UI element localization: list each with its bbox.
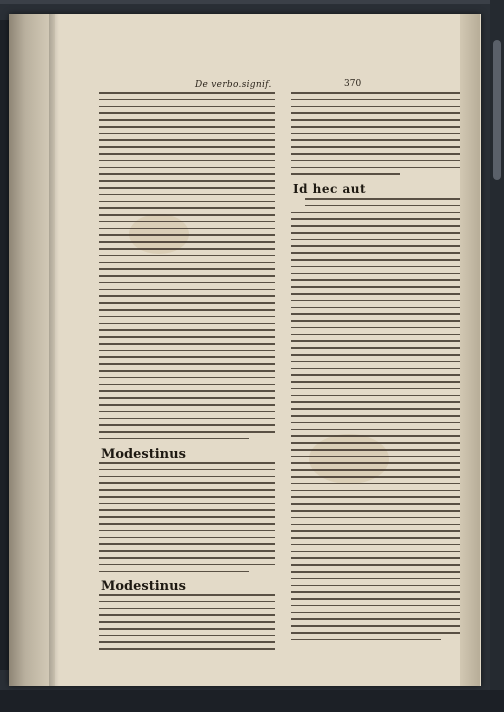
text-line <box>99 119 275 121</box>
text-line <box>99 92 275 94</box>
text-line <box>99 356 275 358</box>
text-line <box>291 632 467 634</box>
text-line <box>99 621 275 623</box>
text-line <box>291 381 467 383</box>
text-line <box>99 530 275 532</box>
text-line <box>99 384 275 386</box>
text-line <box>99 411 275 413</box>
text-line <box>291 557 467 559</box>
text-line <box>291 442 467 444</box>
text-line <box>291 218 467 220</box>
text-line <box>99 228 275 230</box>
text-line <box>99 255 275 257</box>
text-line <box>291 483 467 485</box>
text-line <box>99 509 275 511</box>
text-line <box>99 476 275 478</box>
text-line <box>99 323 275 325</box>
text-line <box>99 160 275 162</box>
text-line <box>99 173 275 175</box>
text-line <box>99 275 275 277</box>
text-line <box>99 628 275 630</box>
text-line <box>291 401 467 403</box>
scrollbar-thumb[interactable] <box>493 40 501 180</box>
text-line <box>291 612 467 614</box>
text-line <box>291 354 467 356</box>
text-line <box>99 404 275 406</box>
text-line <box>291 537 467 539</box>
text-line <box>291 167 467 169</box>
text-line <box>99 377 275 379</box>
text-line <box>291 395 467 397</box>
text-line <box>305 198 467 200</box>
text-line <box>99 262 275 264</box>
viewer-left-edge <box>0 20 9 670</box>
text-line <box>99 146 275 148</box>
text-line <box>291 462 467 464</box>
section-heading: Id hec aut <box>293 182 367 196</box>
text-line <box>291 160 467 162</box>
text-line <box>291 259 467 261</box>
text-line <box>291 106 467 108</box>
text-line <box>291 146 467 148</box>
text-line <box>291 469 467 471</box>
text-line <box>99 503 275 505</box>
text-line <box>291 578 467 580</box>
text-line <box>99 469 275 471</box>
text-line <box>291 119 467 121</box>
text-line <box>291 139 467 141</box>
text-line <box>99 106 275 108</box>
text-line <box>99 424 275 426</box>
text-line <box>99 564 275 566</box>
text-line <box>99 516 275 518</box>
text-line <box>99 316 275 318</box>
text-block <box>291 92 467 180</box>
text-line <box>291 625 467 627</box>
text-line <box>291 422 467 424</box>
text-line <box>99 370 275 372</box>
text-line <box>291 639 441 641</box>
text-line <box>99 289 275 291</box>
text-line <box>291 585 467 587</box>
text-line <box>291 340 467 342</box>
viewer-top-edge <box>0 0 504 4</box>
text-line <box>291 92 467 94</box>
text-line <box>291 334 467 336</box>
text-line <box>291 286 467 288</box>
text-line <box>99 302 275 304</box>
text-line <box>99 248 275 250</box>
text-block <box>99 92 275 445</box>
text-line <box>99 329 275 331</box>
text-line <box>99 594 275 596</box>
viewer-bottom-bar <box>0 690 504 712</box>
text-line <box>291 517 467 519</box>
text-line <box>291 266 467 268</box>
text-line <box>291 571 467 573</box>
text-line <box>99 295 275 297</box>
text-line <box>291 153 467 155</box>
text-line <box>291 313 467 315</box>
initial-heading: Modestinus <box>101 579 186 594</box>
text-line <box>291 307 467 309</box>
text-column-right <box>291 92 467 652</box>
text-line <box>99 571 249 573</box>
text-line <box>99 221 275 223</box>
text-line <box>291 435 467 437</box>
text-line <box>291 605 467 607</box>
text-line <box>99 309 275 311</box>
text-line <box>291 598 467 600</box>
text-line <box>291 245 467 247</box>
text-line <box>99 431 275 433</box>
text-line <box>99 194 275 196</box>
text-line <box>291 173 400 175</box>
text-line <box>291 388 467 390</box>
text-line <box>99 153 275 155</box>
text-line <box>99 601 275 603</box>
text-line <box>291 347 467 349</box>
text-line <box>99 241 275 243</box>
text-block <box>99 462 275 577</box>
text-line <box>291 490 467 492</box>
text-line <box>291 126 467 128</box>
vertical-scrollbar[interactable] <box>490 0 504 712</box>
text-line <box>99 496 275 498</box>
text-line <box>99 207 275 209</box>
text-line <box>99 126 275 128</box>
text-line <box>291 551 467 553</box>
text-line <box>99 336 275 338</box>
text-line <box>99 139 275 141</box>
text-line <box>291 415 467 417</box>
initial-heading: Modestinus <box>101 447 186 462</box>
text-line <box>291 456 467 458</box>
text-line <box>291 524 467 526</box>
text-line <box>99 489 275 491</box>
text-line <box>99 167 275 169</box>
text-line <box>99 523 275 525</box>
text-line <box>291 252 467 254</box>
text-line <box>99 343 275 345</box>
text-line <box>99 187 275 189</box>
text-line <box>291 273 467 275</box>
text-line <box>99 648 275 650</box>
folio-number: 370 <box>344 79 362 89</box>
text-line <box>99 482 275 484</box>
text-line <box>99 608 275 610</box>
text-line <box>99 363 275 365</box>
text-line <box>99 397 275 399</box>
text-line <box>291 618 467 620</box>
text-line <box>291 133 467 135</box>
text-line <box>99 350 275 352</box>
text-line <box>99 268 275 270</box>
text-line <box>99 180 275 182</box>
text-line <box>99 201 275 203</box>
text-line <box>99 99 275 101</box>
text-line <box>291 225 467 227</box>
text-line <box>291 408 467 410</box>
text-line <box>291 239 467 241</box>
running-head: De verbo.signif. <box>195 80 272 90</box>
text-line <box>291 503 467 505</box>
text-line <box>99 112 275 114</box>
text-line <box>291 293 467 295</box>
text-line <box>291 449 467 451</box>
text-block <box>291 198 467 646</box>
text-line <box>99 282 275 284</box>
text-line <box>291 327 467 329</box>
text-line <box>291 212 467 214</box>
text-line <box>99 537 275 539</box>
text-line <box>291 496 467 498</box>
text-line <box>291 429 467 431</box>
text-line <box>305 205 467 207</box>
text-line <box>99 635 275 637</box>
text-line <box>99 543 275 545</box>
text-line <box>291 279 467 281</box>
text-line <box>291 530 467 532</box>
text-column-left <box>99 92 275 652</box>
text-line <box>291 564 467 566</box>
text-line <box>291 99 467 101</box>
text-line <box>99 550 275 552</box>
text-line <box>99 462 275 464</box>
text-line <box>99 641 275 643</box>
binding-shadow <box>49 14 59 686</box>
text-line <box>291 510 467 512</box>
text-line <box>291 544 467 546</box>
text-line <box>291 112 467 114</box>
text-line <box>291 368 467 370</box>
text-line <box>291 232 467 234</box>
text-line <box>99 214 275 216</box>
text-line <box>99 133 275 135</box>
text-block <box>99 594 275 652</box>
text-line <box>99 390 275 392</box>
text-line <box>291 591 467 593</box>
text-line <box>291 361 467 363</box>
text-line <box>99 557 275 559</box>
scanned-page <box>9 14 481 686</box>
text-line <box>99 438 249 440</box>
text-line <box>99 418 275 420</box>
text-line <box>291 374 467 376</box>
text-line <box>291 300 467 302</box>
text-line <box>291 320 467 322</box>
text-line <box>99 614 275 616</box>
text-line <box>291 476 467 478</box>
text-line <box>99 234 275 236</box>
page-edge <box>460 14 480 686</box>
